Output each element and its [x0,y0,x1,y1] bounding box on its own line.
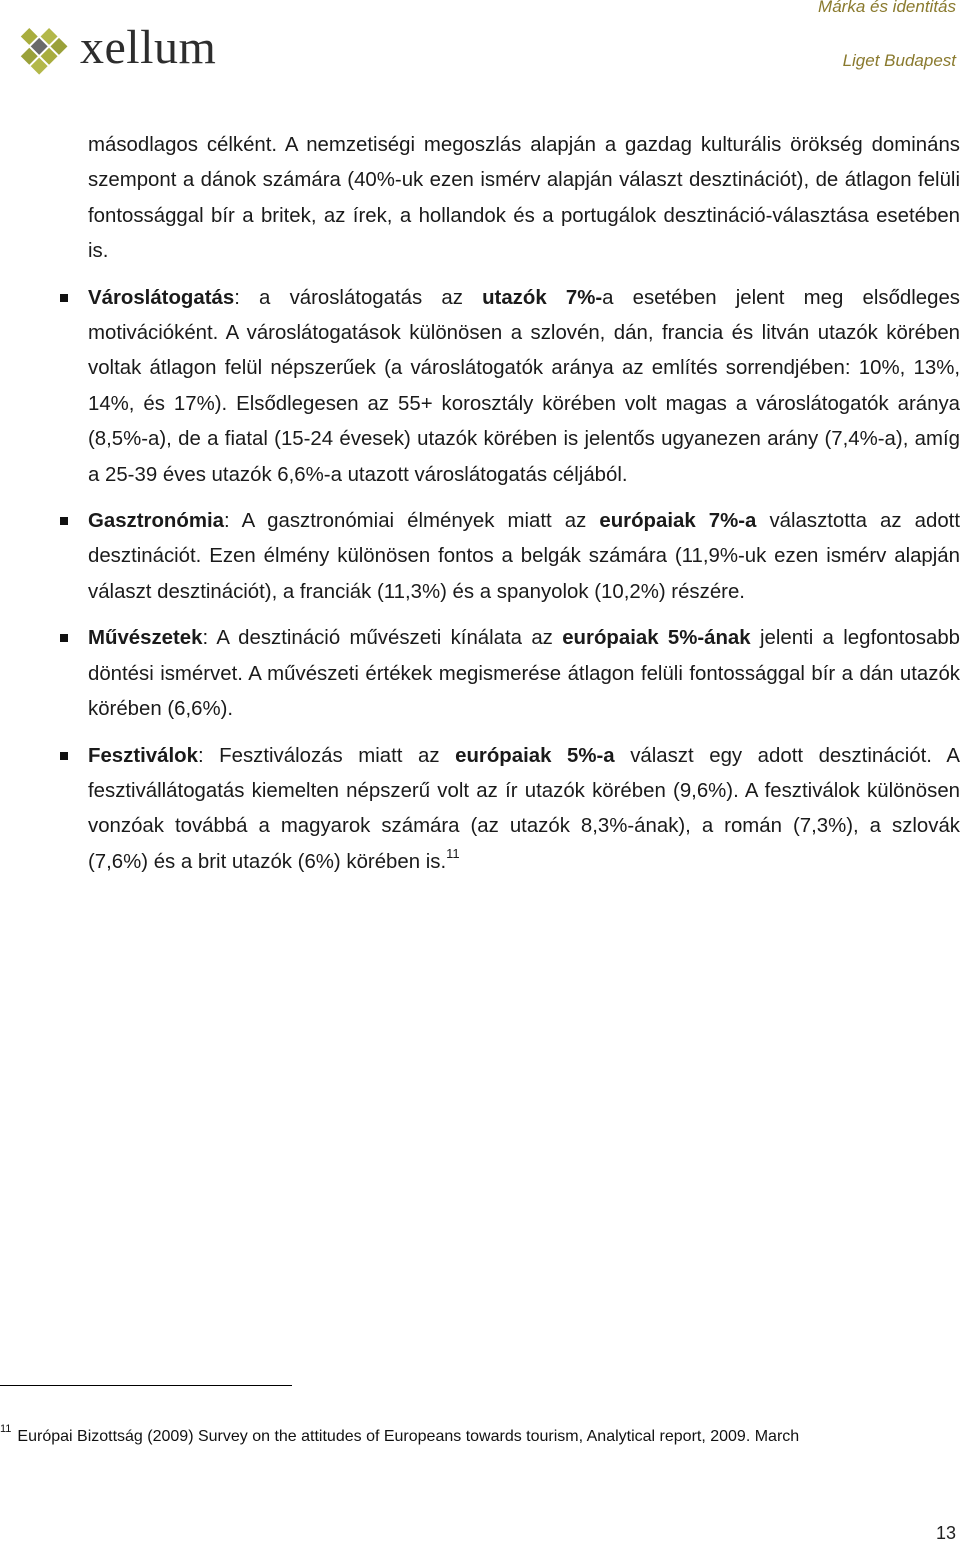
bullet-varoslatogatas [88,281,960,493]
footnote-number: 11 [0,1422,12,1435]
bullet-text: a esetében jelent meg elsődleges motivációként. A városlátogatások különösen a szlovén, dán, francia és litván utazók körében voltak átlagon felül népszerűek (a városlátogatók aránya az említés sorrendjében: 10%, 13%, 14%, és 17%). Elsődlegesen az 55+ korosztály körében volt magas a városlátogatók aránya (8,5%-a), de a fiatal (15-24 évesek) utazók körében is jelentős ugyanezen arány (7,4%-a), amíg a 25-39 éves utazók 6,6%-a utazott városlátogatás céljából. [88,286,960,486]
bullet-text: választ egy adott desztinációt. A fesztivállátogatás kiemelten népszerű volt az ír utazók körében (9,6%). A fesztiválok különösen vonzóak továbbá a magyarok számára (az utazók 8,3%-ának), a román (7,3%), a szlovák (7,6%) és a brit utazók (6%) körében is. [88,744,960,873]
bullet-text: jelenti a legfontosabb döntési ismérvet. A művészeti értékek megismerése átlagon felüli fontossággal bír a dán utazók körében (6,6%). [88,627,960,721]
bullet-sep: : A desztináció művészeti kínálata az [202,627,563,650]
document-body [88,128,960,880]
bullet-emphasis: utazók 7%- [482,286,603,309]
xellum-logo [4,14,254,90]
square-bullet-icon [60,294,68,302]
bullet-heading: Városlátogatás [88,286,235,309]
footnote-divider [0,1385,292,1386]
bullet-emphasis: európaiak 7%-a [599,510,757,533]
footnote [0,1422,800,1448]
bullet-emphasis: európaiak 5%-ának [562,627,751,650]
header-title: Márka és identitás [818,0,956,16]
footnote-text: Európai Bizottság (2009) Survey on the attitudes of Europeans towards tourism, Analytical report, 2009. March [17,1428,800,1445]
bullet-emphasis: európaiak 5%-a [455,744,615,767]
header-subtitle: Liget Budapest [842,51,956,70]
footnote-reference[interactable]: 11 [446,845,460,861]
square-bullet-icon [60,634,68,642]
bullet-sep: : A gasztronómiai élmények miatt az [223,510,600,533]
bullet-text: választotta az adott desztinációt. Ezen élmény különösen fontos a belgák számára (11,9%-uk ezen ismérv alapján választ desztinációt), a franciák (11,3%) és a spanyolok (10,2%) részére. [88,510,960,603]
bullet-heading: Művészetek [88,627,203,650]
square-bullet-icon [60,752,68,760]
bullet-muveszetek [88,621,960,727]
intro-paragraph: másodlagos célként. A nemzetiségi megoszlás alapján a gazdag kulturális örökség domináns szempont a dánok számára (40%-uk ezen ismérv alapján választ desztinációt), de átlagon felüli fontossággal bír a britek, az írek, a hollandok és a portugálok desztináció-választása esetében is. [88,134,960,263]
bullet-heading: Gasztronómia [88,510,224,533]
bullet-gasztronomia [88,504,960,610]
diamond-logo-icon [4,14,84,90]
bullet-fesztivalok [88,739,960,881]
page-number: 13 [935,1523,956,1543]
bullet-heading: Fesztiválok [88,744,198,767]
square-bullet-icon [60,517,68,525]
bullet-sep: : Fesztiválozás miatt az [197,744,456,767]
bullet-sep: : a városlátogatás az [234,286,483,309]
logo-wordmark: xellum [80,21,217,74]
